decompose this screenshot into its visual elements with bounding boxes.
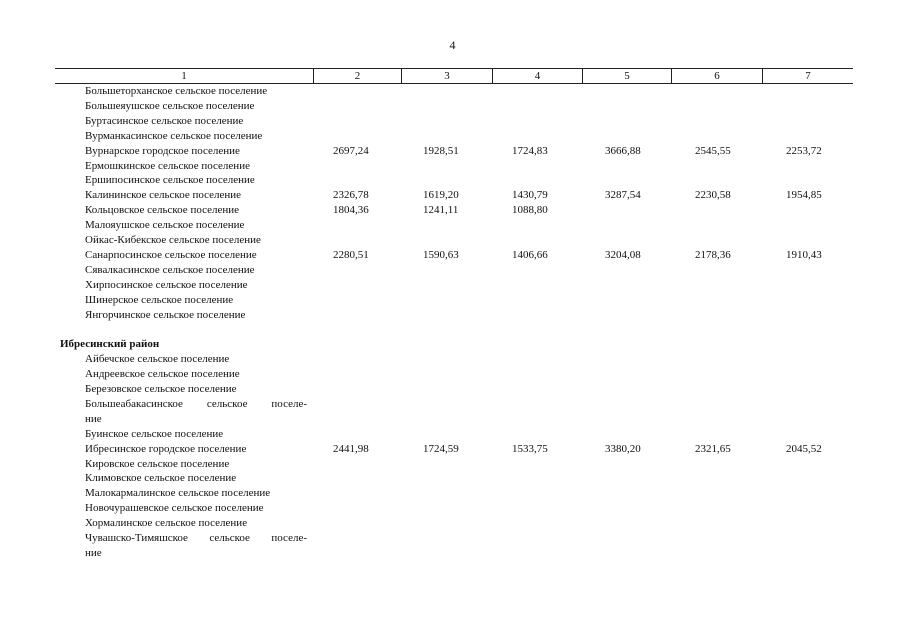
table-row bbox=[0, 84, 905, 99]
table-row bbox=[0, 293, 905, 308]
settlement-name: Большеабакасинское сельское поселе- bbox=[85, 397, 307, 410]
settlement-name: Новочурашевское сельское поселение bbox=[85, 502, 264, 515]
cell-col3: 1724,59 bbox=[423, 442, 459, 455]
table-row bbox=[0, 442, 905, 457]
cell-col3: 1928,51 bbox=[423, 144, 459, 157]
cell-col2: 2326,78 bbox=[333, 189, 369, 202]
column-header-6: 6 bbox=[714, 70, 720, 82]
cell-col5: 3666,88 bbox=[605, 144, 641, 157]
cell-col4: 1533,75 bbox=[512, 442, 548, 455]
district-heading: Ибресинский район bbox=[60, 338, 160, 351]
settlement-name: ние bbox=[85, 546, 102, 559]
table-row bbox=[0, 159, 905, 174]
settlement-name: Кировское сельское поселение bbox=[85, 457, 230, 470]
table-row bbox=[0, 486, 905, 501]
settlement-name: Ибресинское городское поселение bbox=[85, 442, 247, 455]
table-row bbox=[0, 203, 905, 218]
settlement-name: Сявалкасинское сельское поселение bbox=[85, 263, 255, 276]
settlement-name: Шинерское сельское поселение bbox=[85, 293, 234, 306]
cell-col2: 2697,24 bbox=[333, 144, 369, 157]
table-row bbox=[0, 516, 905, 531]
table-row bbox=[0, 248, 905, 263]
table-row bbox=[0, 129, 905, 144]
settlement-name: Айбечское сельское поселение bbox=[85, 353, 230, 366]
table-row bbox=[0, 501, 905, 516]
table-row bbox=[0, 412, 905, 427]
settlement-name: Вурнарское городское поселение bbox=[85, 144, 240, 157]
table-row bbox=[0, 471, 905, 486]
table-row bbox=[0, 173, 905, 188]
cell-col3: 1619,20 bbox=[423, 189, 459, 202]
column-header-2: 2 bbox=[354, 70, 361, 82]
cell-col4: 1430,79 bbox=[512, 189, 548, 202]
table-row bbox=[0, 531, 905, 546]
table-row bbox=[0, 114, 905, 129]
settlement-name: ние bbox=[85, 412, 102, 425]
table-header bbox=[55, 68, 853, 84]
cell-col3: 1590,63 bbox=[423, 248, 459, 261]
settlement-name: Вурманкасинское сельское поселение bbox=[85, 129, 263, 142]
cell-col2: 2441,98 bbox=[333, 442, 369, 455]
table-row bbox=[0, 457, 905, 472]
settlement-name: Буртасинское сельское поселение bbox=[85, 114, 244, 127]
cell-col5: 3380,20 bbox=[605, 442, 641, 455]
cell-col6: 2545,55 bbox=[695, 144, 731, 157]
settlement-name: Большеяушское сельское поселение bbox=[85, 99, 255, 112]
table-row bbox=[0, 278, 905, 293]
cell-col7: 2253,72 bbox=[786, 144, 822, 157]
settlement-name: Малояушское сельское поселение bbox=[85, 219, 245, 232]
cell-col5: 3287,54 bbox=[605, 189, 641, 202]
settlement-name: Ермошкинское сельское поселение bbox=[85, 159, 250, 172]
cell-col4: 1724,83 bbox=[512, 144, 548, 157]
settlement-name: Малокармалинское сельское поселение bbox=[85, 487, 271, 500]
settlement-name: Андреевское сельское поселение bbox=[85, 368, 240, 381]
settlement-name: Березовское сельское поселение bbox=[85, 383, 237, 395]
column-header-7: 7 bbox=[805, 70, 811, 82]
column-header-5: 5 bbox=[624, 70, 630, 82]
table-row bbox=[0, 144, 905, 159]
table-row bbox=[0, 308, 905, 323]
cell-col6: 2178,36 bbox=[695, 248, 731, 261]
table-row bbox=[0, 233, 905, 248]
cell-col7: 1910,43 bbox=[786, 248, 822, 261]
table-row bbox=[0, 263, 905, 278]
column-header-4: 4 bbox=[534, 70, 541, 82]
settlement-name: Санарпосинское сельское поселение bbox=[85, 248, 257, 261]
settlement-name: Большеторханское сельское поселение bbox=[85, 85, 268, 97]
cell-col4: 1406,66 bbox=[512, 248, 548, 261]
cell-col6: 2321,65 bbox=[695, 442, 731, 455]
table-row bbox=[0, 352, 905, 367]
cell-col7: 1954,85 bbox=[786, 189, 822, 202]
settlement-name: Калининское сельское поселение bbox=[85, 189, 242, 202]
settlement-name: Хормалинское сельское поселение bbox=[85, 517, 248, 530]
settlement-name: Ойкас-Кибекское сельское поселение bbox=[85, 234, 261, 246]
cell-col7: 2045,52 bbox=[786, 442, 822, 455]
settlement-name: Янгорчинское сельское поселение bbox=[85, 308, 246, 321]
settlement-name: Ершипосинское сельское поселение bbox=[85, 174, 255, 187]
cell-col5: 3204,08 bbox=[605, 248, 641, 261]
column-header-3: 3 bbox=[444, 70, 450, 82]
table-row bbox=[0, 427, 905, 442]
table-row bbox=[0, 382, 905, 397]
settlement-name: Кольцовское сельское поселение bbox=[85, 204, 240, 217]
table-row bbox=[0, 218, 905, 233]
page-number: 4 bbox=[449, 38, 456, 52]
cell-col2: 2280,51 bbox=[333, 248, 369, 261]
settlement-name: Чувашско-Тимяшское сельское поселе- bbox=[85, 532, 307, 544]
table-row bbox=[0, 99, 905, 114]
cell-col6: 2230,58 bbox=[695, 189, 731, 202]
cell-col3: 1241,11 bbox=[423, 204, 459, 217]
district-heading-row bbox=[0, 337, 905, 352]
table-row bbox=[0, 546, 905, 561]
settlement-name: Буинское сельское поселение bbox=[85, 427, 224, 440]
cell-col4: 1088,80 bbox=[512, 204, 548, 217]
table-row bbox=[0, 367, 905, 382]
cell-col2: 1804,36 bbox=[333, 204, 369, 217]
column-header-1: 1 bbox=[181, 70, 187, 82]
table-row bbox=[0, 397, 905, 412]
table-row bbox=[0, 188, 905, 203]
settlement-name: Хирпосинское сельское поселение bbox=[85, 278, 248, 291]
settlement-name: Климовское сельское поселение bbox=[85, 472, 237, 485]
